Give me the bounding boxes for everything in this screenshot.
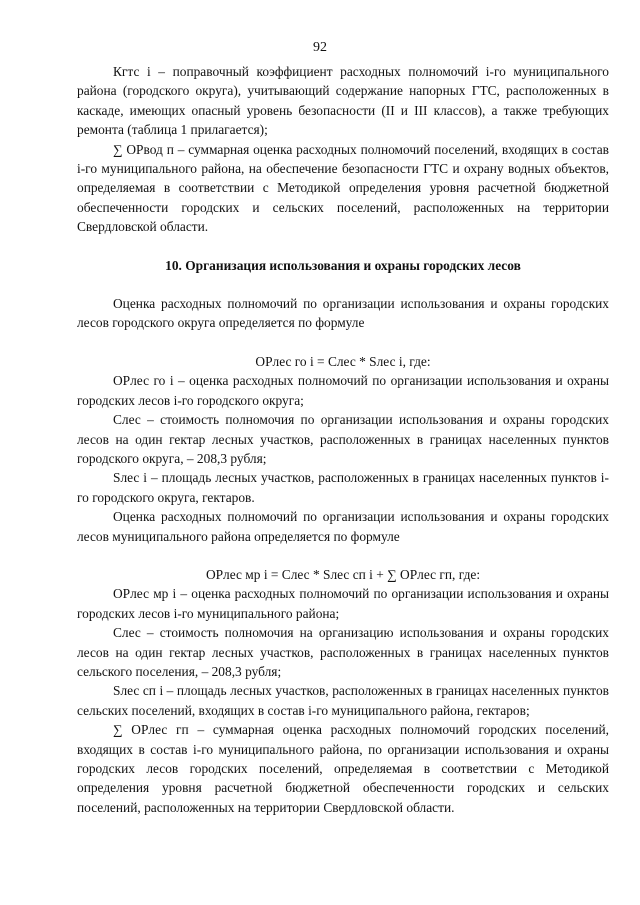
definition-sles-cost-rural: Слес – стоимость полномочия на организацию использования и охраны городских лесов на один гектар лесных участков, расположенных в границах населенных пунктов сельского поселения, – 208,3 рубля; <box>77 625 609 679</box>
page-body <box>77 62 609 817</box>
definition-sles-area: Sлес i – площадь лесных участков, расположенных в границах населенных пунктов i-го городского округа, гектаров. <box>77 470 609 505</box>
definition-sles-area-rural: Sлес сп i – площадь лесных участков, расположенных в границах населенных пунктов сельских поселений, входящих в состав i-го муниципального района, гектаров; <box>77 683 609 718</box>
section-heading: 10. Организация использования и охраны городских лесов <box>165 257 521 273</box>
paragraph-intro-municipal-district: Оценка расходных полномочий по организации использования и охраны городских лесов муниципального района определяется по формуле <box>77 509 609 544</box>
definition-orles-mr: ОРлес мр i – оценка расходных полномочий по организации использования и охраны городских лесов i-го муниципального района; <box>77 586 609 621</box>
page-number: 92 <box>313 40 327 55</box>
definition-orles-go: ОРлес го i – оценка расходных полномочий по организации использования и охраны городских лесов i-го городского округа; <box>77 373 609 408</box>
definition-sles-cost: Слес – стоимость полномочия по организации использования и охраны городских лесов на один гектар лесных участков, расположенных в границах населенных пунктов городского округа, – 208,3 рубля; <box>77 412 609 466</box>
definition-sum-orles-gp: ∑ ОРлес гп – суммарная оценка расходных полномочий городских поселений, входящих в состав i-го муниципального района, по организации использования и охраны городских лесов городских поселений, определяемая в соответствии с Методикой определения уровня расчетной бюджетной обеспеченности городских и сельских поселений, расположенных на территории Свердловской области. <box>77 722 609 815</box>
formula-city-district: ОРлес го i = Слес * Sлес i, где: <box>255 353 431 369</box>
paragraph-intro-city-district: Оценка расходных полномочий по организации использования и охраны городских лесов городского округа определяется по формуле <box>77 296 609 331</box>
paragraph-kgts-definition: Кгтс i – поправочный коэффициент расходных полномочий i-го муниципального района (городского округа), учитывающий содержание напорных ГТС, расположенных в каскаде, имеющих опасный уровень безопасности (II и III классов), а также требующих ремонта (таблица 1 прилагается); <box>77 64 609 138</box>
formula-municipal-district: ОРлес мр i = Слес * Sлес сп i + ∑ ОРлес гп, где: <box>205 566 481 582</box>
paragraph-orvod-definition: ∑ ОРвод п – суммарная оценка расходных полномочий поселений, входящих в состав i-го муниципального района, на обеспечение безопасности ГТС и охрану водных объектов, определяемая в соответствии с Методикой определения уровня расчетной бюджетной обеспеченности городских и сельских поселений, расположенных на территории Свердловской области. <box>77 141 609 235</box>
